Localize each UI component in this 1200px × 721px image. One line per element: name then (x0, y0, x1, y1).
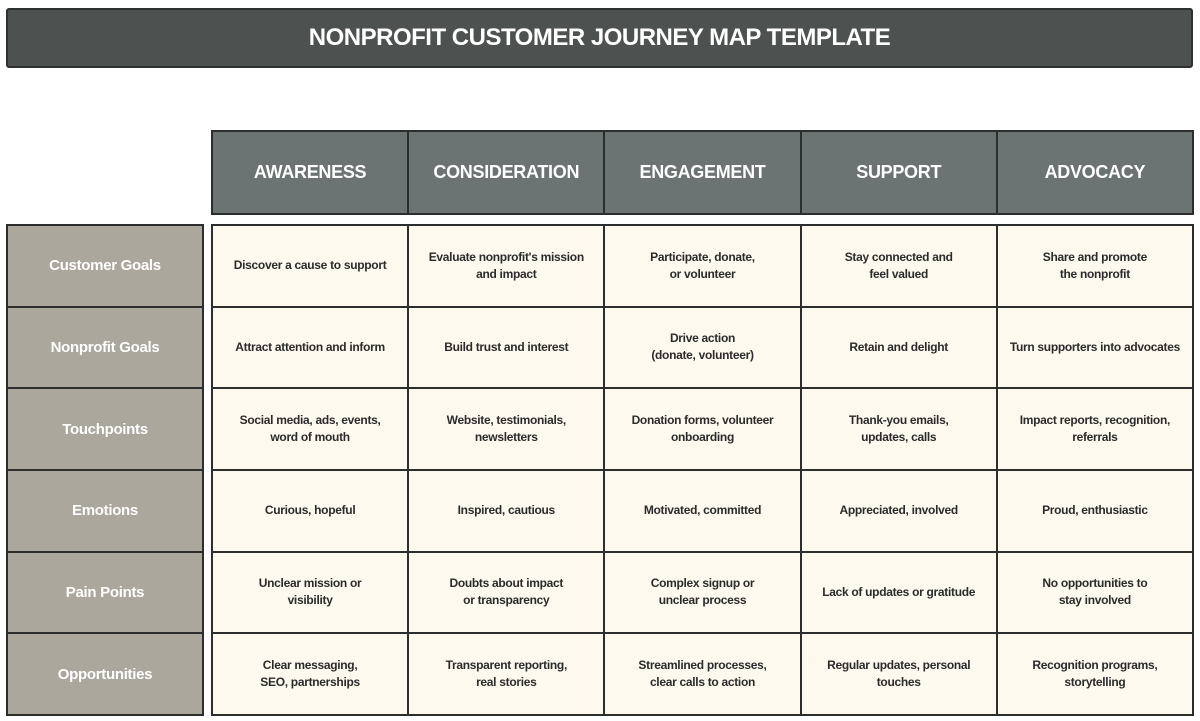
grid-cell: Clear messaging, SEO, partnerships (213, 634, 407, 714)
stage-advocacy: ADVOCACY (998, 132, 1192, 213)
stage-header (211, 130, 1194, 215)
grid-cell: Motivated, committed (605, 471, 799, 551)
grid-cell: Attract attention and inform (213, 308, 407, 388)
stage-awareness: AWARENESS (213, 132, 407, 213)
grid-cell: Turn supporters into advocates (998, 308, 1192, 388)
grid-cell: Proud, enthusiastic (998, 471, 1192, 551)
row-label-pain-points: Pain Points (8, 553, 202, 633)
grid-cell: Appreciated, involved (802, 471, 996, 551)
journey-grid (211, 224, 1194, 716)
grid-cell: Unclear mission or visibility (213, 553, 407, 633)
grid-cell: No opportunities to stay involved (998, 553, 1192, 633)
grid-cell: Donation forms, volunteer onboarding (605, 389, 799, 469)
grid-cell: Thank-you emails, updates, calls (802, 389, 996, 469)
row-label-opportunities: Opportunities (8, 634, 202, 714)
page-title: NONPROFIT CUSTOMER JOURNEY MAP TEMPLATE (308, 24, 891, 51)
grid-cell: Drive action (donate, volunteer) (605, 308, 799, 388)
grid-cell: Retain and delight (802, 308, 996, 388)
grid-cell: Regular updates, personal touches (802, 634, 996, 714)
stage-consideration: CONSIDERATION (409, 132, 603, 213)
row-labels (6, 224, 204, 716)
grid-cell: Website, testimonials, newsletters (409, 389, 603, 469)
grid-cell: Share and promote the nonprofit (998, 226, 1192, 306)
grid-cell: Build trust and interest (409, 308, 603, 388)
grid-cell: Transparent reporting, real stories (409, 634, 603, 714)
title-bar (6, 8, 1193, 68)
row-label-nonprofit-goals: Nonprofit Goals (8, 308, 202, 388)
grid-cell: Curious, hopeful (213, 471, 407, 551)
grid-cell: Social media, ads, events, word of mouth (213, 389, 407, 469)
grid-cell: Stay connected and feel valued (802, 226, 996, 306)
grid-cell: Recognition programs, storytelling (998, 634, 1192, 714)
grid-cell: Doubts about impact or transparency (409, 553, 603, 633)
grid-cell: Lack of updates or gratitude (802, 553, 996, 633)
stage-support: SUPPORT (802, 132, 996, 213)
grid-cell: Inspired, cautious (409, 471, 603, 551)
grid-cell: Discover a cause to support (213, 226, 407, 306)
row-label-emotions: Emotions (8, 471, 202, 551)
row-label-touchpoints: Touchpoints (8, 389, 202, 469)
stage-engagement: ENGAGEMENT (605, 132, 799, 213)
grid-cell: Streamlined processes, clear calls to action (605, 634, 799, 714)
row-label-customer-goals: Customer Goals (8, 226, 202, 306)
grid-cell: Complex signup or unclear process (605, 553, 799, 633)
grid-cell: Evaluate nonprofit's mission and impact (409, 226, 603, 306)
grid-cell: Participate, donate, or volunteer (605, 226, 799, 306)
grid-cell: Impact reports, recognition, referrals (998, 389, 1192, 469)
